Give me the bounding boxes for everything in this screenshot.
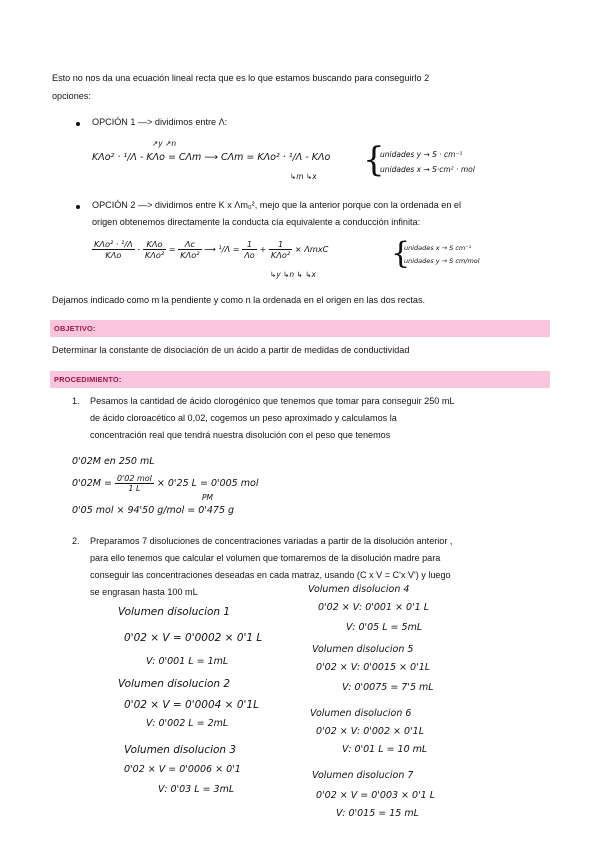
step-2-line-3: conseguir las concentraciones deseadas en cada matraz, usando (C x V = C'x V') y luego: [90, 570, 451, 580]
step-1-line-3: concentración real que tendrá nuestra disolución con el peso que tenemos: [90, 430, 391, 440]
bullet-option-2: [76, 205, 80, 209]
volume-6-result: V: 0'01 L = 10 mL: [342, 744, 428, 755]
volume-7-equation: 0'02 × V = 0'003 × 0'1 L: [316, 790, 436, 801]
option-1-units-1: unidades y → S · cm⁻¹: [380, 150, 463, 159]
option-2-units-2: unidades y → S cm/mol: [404, 257, 480, 265]
option-2-label-1: OPCIÓN 2 —> dividimos entre K x Λm₀², mejo que la anterior porque con la ordenada en el: [92, 200, 461, 210]
option-2-equation: $\frac{\text{KΛo² · ¹/Λ}}{\text{KΛo}}$ - $\frac{\text{KΛo}}{\text{KΛo²}}$ = $\frac{\Lambda c}{\text{KΛo²}}$ ⟶ ¹/Λ = $\frac{1}{\Lambda o}$ + $\frac{1}{\text{KΛo²}}$ × ΛmxC: [94, 239, 329, 260]
objetivo-band: [50, 320, 550, 337]
calc-line-1: 0'02M en 250 mL: [72, 456, 155, 467]
volume-5-title: Volumen disolucion 5: [312, 644, 414, 655]
conclusion-text: Dejamos indicado como m la pendiente y como n la ordenada en el origen en las dos rectas.: [52, 295, 426, 305]
option-2-frac-3: $\frac{\Lambda c}{\text{KΛo²}}$: [180, 239, 200, 260]
procedimiento-heading: PROCEDIMIENTO:: [54, 375, 122, 384]
objetivo-text: Determinar la constante de disociación de un ácido a partir de medidas de conductividad: [52, 345, 410, 355]
step-2-line-4: se engrasan hasta 100 mL: [90, 587, 198, 597]
step-1-line-1: Pesamos la cantidad de ácido clorogénico que tenemos que tomar para conseguir 250 mL: [90, 396, 455, 406]
objetivo-heading: OBJETIVO:: [54, 324, 96, 333]
option-2-frac-5: $\frac{1}{\text{KΛo²}}$: [270, 239, 291, 260]
option-1-brace: {: [363, 140, 385, 180]
option-2-brace: {: [391, 236, 411, 271]
option-2-frac-2: $\frac{\text{KΛo}}{\text{KΛo²}}$: [144, 239, 165, 260]
volume-3-result: V: 0'03 L = 3mL: [158, 784, 235, 795]
volume-4-title: Volumen disolucion 4: [308, 584, 410, 595]
volume-6-equation: 0'02 × V: 0'002 × 0'1L: [316, 726, 424, 737]
option-2-label-2: origen obtenemos directamente la conducta cía equivalente a conducción infinita:: [92, 217, 421, 227]
volume-1-title: Volumen disolucion 1: [118, 606, 231, 618]
volume-5-result: V: 0'0075 = 7'5 mL: [342, 682, 434, 693]
volume-4-equation: 0'02 × V: 0'001 × 0'1 L: [318, 602, 430, 613]
step-1-number: 1.: [72, 396, 80, 406]
option-2-frac-1: $\frac{\text{KΛo² · ¹/Λ}}{\text{KΛo}}$: [94, 239, 133, 260]
volume-5-equation: 0'02 × V: 0'0015 × 0'1L: [316, 662, 431, 673]
volume-7-result: V: 0'015 = 15 mL: [336, 808, 419, 819]
option-1-bottom-marks: ↳m ↳x: [290, 172, 317, 181]
volume-4-result: V: 0'05 L = 5mL: [346, 622, 423, 633]
intro-line-1: Esto no nos da una ecuación lineal recta que es lo que estamos buscando para conseguirlo 2: [52, 73, 430, 83]
step-2-line-1: Preparamos 7 disoluciones de concentraciones variadas a partir de la disolución anterior ,: [90, 536, 453, 546]
volume-6-title: Volumen disolucion 6: [310, 708, 412, 719]
option-1-top-marks: ↗y ↗n: [152, 139, 177, 148]
volume-2-equation: 0'02 × V = 0'0004 × 0'1L: [124, 699, 259, 711]
intro-line-2: opciones:: [52, 91, 91, 101]
volume-3-title: Volumen disolucion 3: [124, 744, 237, 756]
bullet-option-1: [76, 122, 80, 126]
option-2-units-1: unidades x → S cm⁻¹: [404, 244, 472, 252]
calc-line-3: 0'05 mol × 94'50 g/mol = 0'475 g: [72, 505, 235, 516]
volume-1-result: V: 0'001 L = 1mL: [146, 656, 229, 667]
step-1-line-2: de ácido cloroacético al 0,02, cogemos un peso aproximado y calculamos la: [90, 413, 397, 423]
step-2-number: 2.: [72, 536, 80, 546]
procedimiento-band: [50, 371, 550, 388]
option-1-equation: KΛo² · ¹/Λ - KΛo = CΛm ⟶ CΛm = KΛo² · ¹/Λ - KΛo: [92, 152, 331, 163]
calc-fraction: $\frac{\text{0'02 mol}}{1 L}$: [116, 474, 152, 493]
option-2-marks: ↳y ↳n ↳ ↳x: [270, 270, 316, 279]
volume-7-title: Volumen disolucion 7: [312, 770, 414, 781]
option-1-label: OPCIÓN 1 —> dividimos entre Λ:: [92, 117, 228, 127]
volume-3-equation: 0'02 × V = 0'0006 × 0'1: [124, 764, 241, 775]
calc-pm: PM: [202, 493, 213, 502]
option-1-units-2: unidades x → S·cm² · mol: [380, 165, 475, 174]
calc-line-2: 0'02M = $\frac{\text{0'02 mol}}{1 L}$ × 0'25 L = 0'005 mol: [72, 474, 259, 493]
step-2-line-2: para ello tenemos que calcular el volumen que tomaremos de la disolución madre para: [90, 553, 441, 563]
volume-2-result: V: 0'002 L = 2mL: [146, 718, 229, 729]
volume-2-title: Volumen disolucion 2: [118, 678, 231, 690]
option-2-frac-4: $\frac{1}{\Lambda o}$: [244, 239, 255, 260]
volume-1-equation: 0'02 × V = 0'0002 × 0'1 L: [124, 632, 263, 644]
